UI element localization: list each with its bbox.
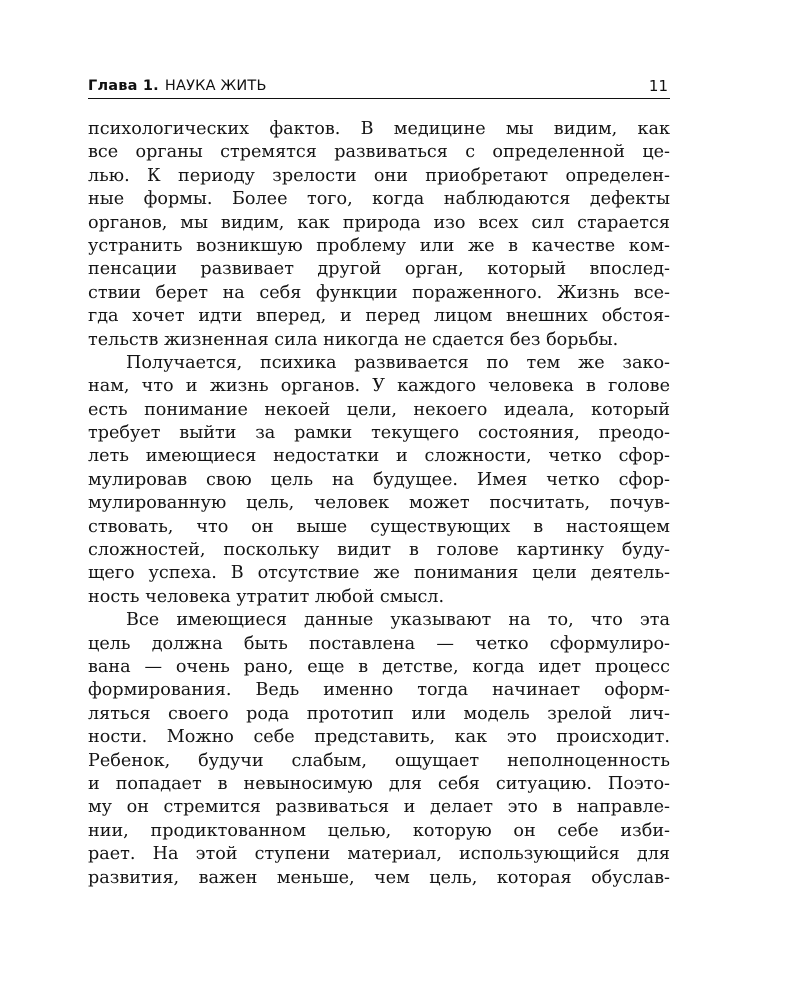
text-line: ные формы. Более того, когда наблюдаются дефекты	[88, 189, 670, 210]
text-line: и попадает в невыносимую для себя ситуацию. Поэто-	[88, 773, 670, 794]
text-line: мулировав свою цель на будущее. Имея четко сфор-	[88, 469, 670, 490]
text-line: развития, важен меньше, чем цель, которая обуслав-	[88, 867, 670, 888]
text-line: гда хочет идти вперед, и перед лицом внешних обстоя-	[88, 306, 670, 327]
text-line: органов, мы видим, как природа изо всех сил старается	[88, 212, 670, 233]
text-line: ности. Можно себе представить, как это происходит.	[88, 727, 670, 748]
paragraph-2	[88, 352, 670, 609]
text-line: ность человека утратит любой смысл.	[88, 586, 445, 607]
text-line: леть имеющиеся недостатки и сложности, четко сфор-	[88, 446, 670, 467]
text-line: нам, что и жизнь органов. У каждого человека в голове	[88, 376, 670, 397]
chapter-title: НАУКА ЖИТЬ	[164, 78, 267, 94]
text-line: нии, продиктованном целью, которую он себе изби-	[88, 820, 670, 841]
text-line: Ребенок, будучи слабым, ощущает неполноценность	[88, 750, 670, 771]
paragraph-3	[88, 609, 670, 890]
text-line: требует выйти за рамки текущего состояния, преодо-	[88, 423, 670, 444]
text-line: Все имеющиеся данные указывают на то, что эта	[126, 610, 670, 631]
body-text	[88, 118, 670, 890]
text-line: есть понимание некоей цели, некоего идеала, который	[88, 399, 670, 420]
text-line: рает. На этой ступени материал, использующийся для	[88, 844, 670, 865]
text-line: Получается, психика развивается по тем же зако-	[126, 352, 670, 373]
text-line: сложностей, поскольку видит в голове картинку буду-	[88, 540, 670, 561]
running-header	[88, 74, 670, 99]
text-line: пенсации развивает другой орган, который впослед-	[88, 259, 670, 280]
paragraph-1	[88, 118, 670, 352]
text-line: ствии берет на себя функции пораженного. Жизнь все-	[88, 282, 670, 303]
text-line: все органы стремятся развиваться с определенной це-	[88, 142, 670, 163]
text-line: мулированную цель, человек может посчитать, почув-	[88, 493, 670, 514]
text-line: ствовать, что он выше существующих в настоящем	[88, 516, 670, 537]
text-line: му он стремится развиваться и делает это в направле-	[88, 797, 670, 818]
text-line: щего успеха. В отсутствие же понимания цели деятель-	[88, 563, 670, 584]
text-line: психологических фактов. В медицине мы видим, как	[88, 119, 670, 139]
text-line: формирования. Ведь именно тогда начинает оформ-	[88, 680, 670, 701]
text-line: устранить возникшую проблему или же в качестве ком-	[88, 235, 670, 256]
text-line: цель должна быть поставлена — четко сформулиро-	[88, 633, 670, 654]
page-number: 11	[648, 77, 668, 95]
text-line: ляться своего рода прототип или модель зрелой лич-	[88, 703, 670, 724]
text-line: вана — очень рано, еще в детстве, когда идет процесс	[88, 656, 670, 677]
chapter-heading	[88, 78, 267, 94]
text-line: тельств жизненная сила никогда не сдается без борьбы.	[88, 329, 619, 350]
chapter-label: Глава 1.	[88, 78, 159, 94]
text-line: лью. К периоду зрелости они приобретают определен-	[88, 165, 670, 186]
